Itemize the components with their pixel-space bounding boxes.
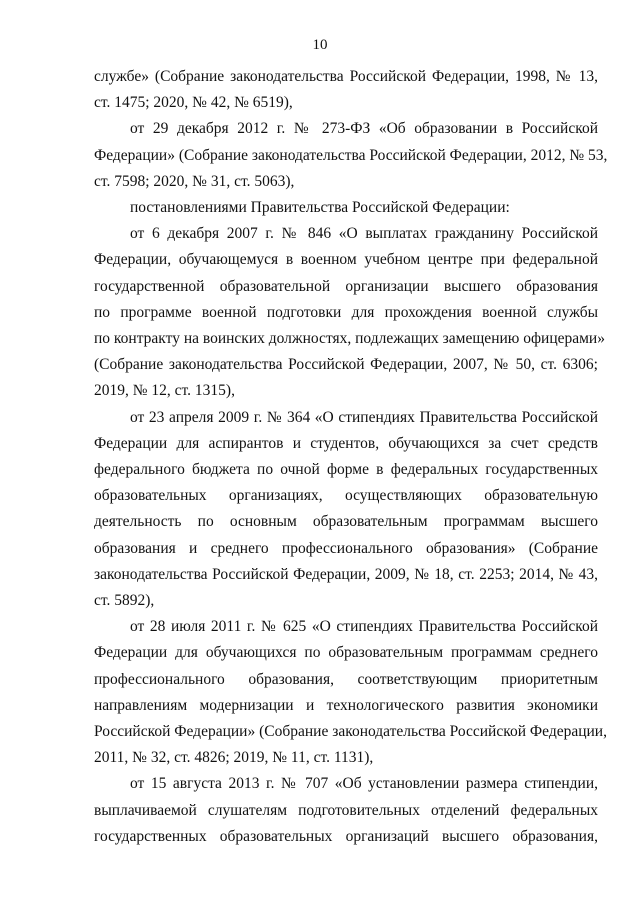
paragraph-6	[94, 614, 607, 771]
text-line: службе» (Собрание законодательства Российской Федерации, 1998, № 13,	[94, 68, 598, 85]
text-line: Федерации для обучающихся по образовательным программам среднего	[94, 644, 598, 662]
text-line: государственных образовательных организаций высшего образования,	[94, 827, 598, 845]
paragraph-3	[94, 195, 598, 221]
text-line: ст. 5892),	[94, 592, 155, 610]
text-line: от 15 августа 2013 г. № 707 «Об установлении размера стипендии,	[130, 775, 598, 793]
text-line: по программе военной подготовки для прохождения военной службы	[94, 303, 598, 321]
page-number: 10	[312, 37, 328, 53]
text-line: Федерации для аспирантов и студентов, обучающихся за счет средств	[94, 434, 598, 452]
paragraph-1	[94, 64, 598, 116]
text-line: федерального бюджета по очной форме в федеральных государственных	[94, 461, 598, 479]
document-body	[94, 64, 608, 850]
paragraph-2	[94, 116, 608, 195]
text-line: 2019, № 12, ст. 1315),	[94, 382, 235, 400]
text-line: от 28 июля 2011 г. № 625 «О стипендиях Правительства Российской	[130, 618, 598, 636]
text-line: от 29 декабря 2012 г. № 273-ФЗ «Об образовании в Российской	[130, 120, 598, 138]
text-line: Российской Федерации» (Собрание законодательства Российской Федерации,	[94, 723, 607, 741]
paragraph-4	[94, 221, 605, 404]
text-line: законодательства Российской Федерации, 2009, № 18, ст. 2253; 2014, № 43,	[94, 565, 598, 583]
text-line: профессионального образования, соответствующим приоритетным	[94, 670, 598, 688]
text-line: по контракту на воинских должностях, подлежащих замещению офицерами»	[94, 330, 605, 348]
paragraph-5	[94, 405, 598, 615]
text-line: ст. 7598; 2020, № 31, ст. 5063),	[94, 172, 295, 190]
text-line: постановлениями Правительства Российской Федерации:	[130, 199, 510, 217]
text-line: государственной образовательной организации высшего образования	[94, 277, 598, 295]
text-line: 2011, № 32, ст. 4826; 2019, № 11, ст. 1131),	[94, 749, 374, 767]
text-line: образовательных организациях, осуществляющих образовательную	[94, 487, 598, 505]
text-line: от 6 декабря 2007 г. № 846 «О выплатах гражданину Российской	[130, 225, 598, 243]
text-line: от 23 апреля 2009 г. № 364 «О стипендиях Правительства Российской	[130, 408, 598, 426]
text-line: ст. 1475; 2020, № 42, № 6519),	[94, 94, 293, 112]
text-line: Федерации» (Собрание законодательства Российской Федерации, 2012, № 53,	[94, 146, 608, 164]
text-line: направлениям модернизации и технологического развития экономики	[94, 696, 598, 714]
text-line: выплачиваемой слушателям подготовительных отделений федеральных	[94, 801, 598, 819]
text-line: (Собрание законодательства Российской Федерации, 2007, № 50, ст. 6306;	[94, 356, 598, 374]
text-line: деятельность по основным образовательным программам высшего	[94, 513, 598, 531]
paragraph-7	[94, 771, 598, 850]
text-line: образования и среднего профессионального образования» (Собрание	[94, 539, 598, 557]
text-line: Федерации, обучающемуся в военном учебном центре при федеральной	[94, 251, 598, 269]
